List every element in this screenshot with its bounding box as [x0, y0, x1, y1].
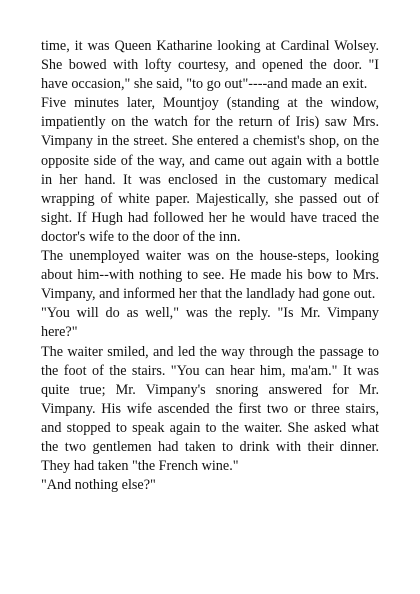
paragraph: Five minutes later, Mountjoy (standing at the window, impatiently on the watch for the return of Iris) saw Mrs. Vimpany in the street. She entered a chemist's shop, on the opposite side of the way, and came out again with a bottle in her hand. It was enclosed in the customary medical wrapping of white paper. Majestically, she passed out of sight. If Hugh had followed her he would have traced the doctor's wife to the door of the inn.: [41, 95, 379, 245]
paragraph: "You will do as well," was the reply. "Is Mr. Vimpany here?": [41, 305, 379, 341]
paragraph: time, it was Queen Katharine looking at Cardinal Wolsey. She bowed with lofty courtesy, and opened the door. "I have occasion," she said, "to go out"----and made an exit.: [41, 38, 379, 93]
paragraph: The waiter smiled, and led the way through the passage to the foot of the stairs. "You can hear him, ma'am." It was quite true; Mr. Vimpany's snoring answered for Mr. Vimpany. His wife ascended the first two or three stairs, and stopped to speak again to the waiter. She asked what the two gentlemen had taken to drink with their dinner. They had taken "the French wine.": [41, 343, 379, 475]
paragraph: The unemployed waiter was on the house-steps, looking about him--with nothing to see. He made his bow to Mrs. Vimpany, and informed her that the landlady had gone out.: [41, 248, 379, 303]
paragraph: "And nothing else?": [41, 477, 156, 494]
book-page: [41, 37, 379, 495]
